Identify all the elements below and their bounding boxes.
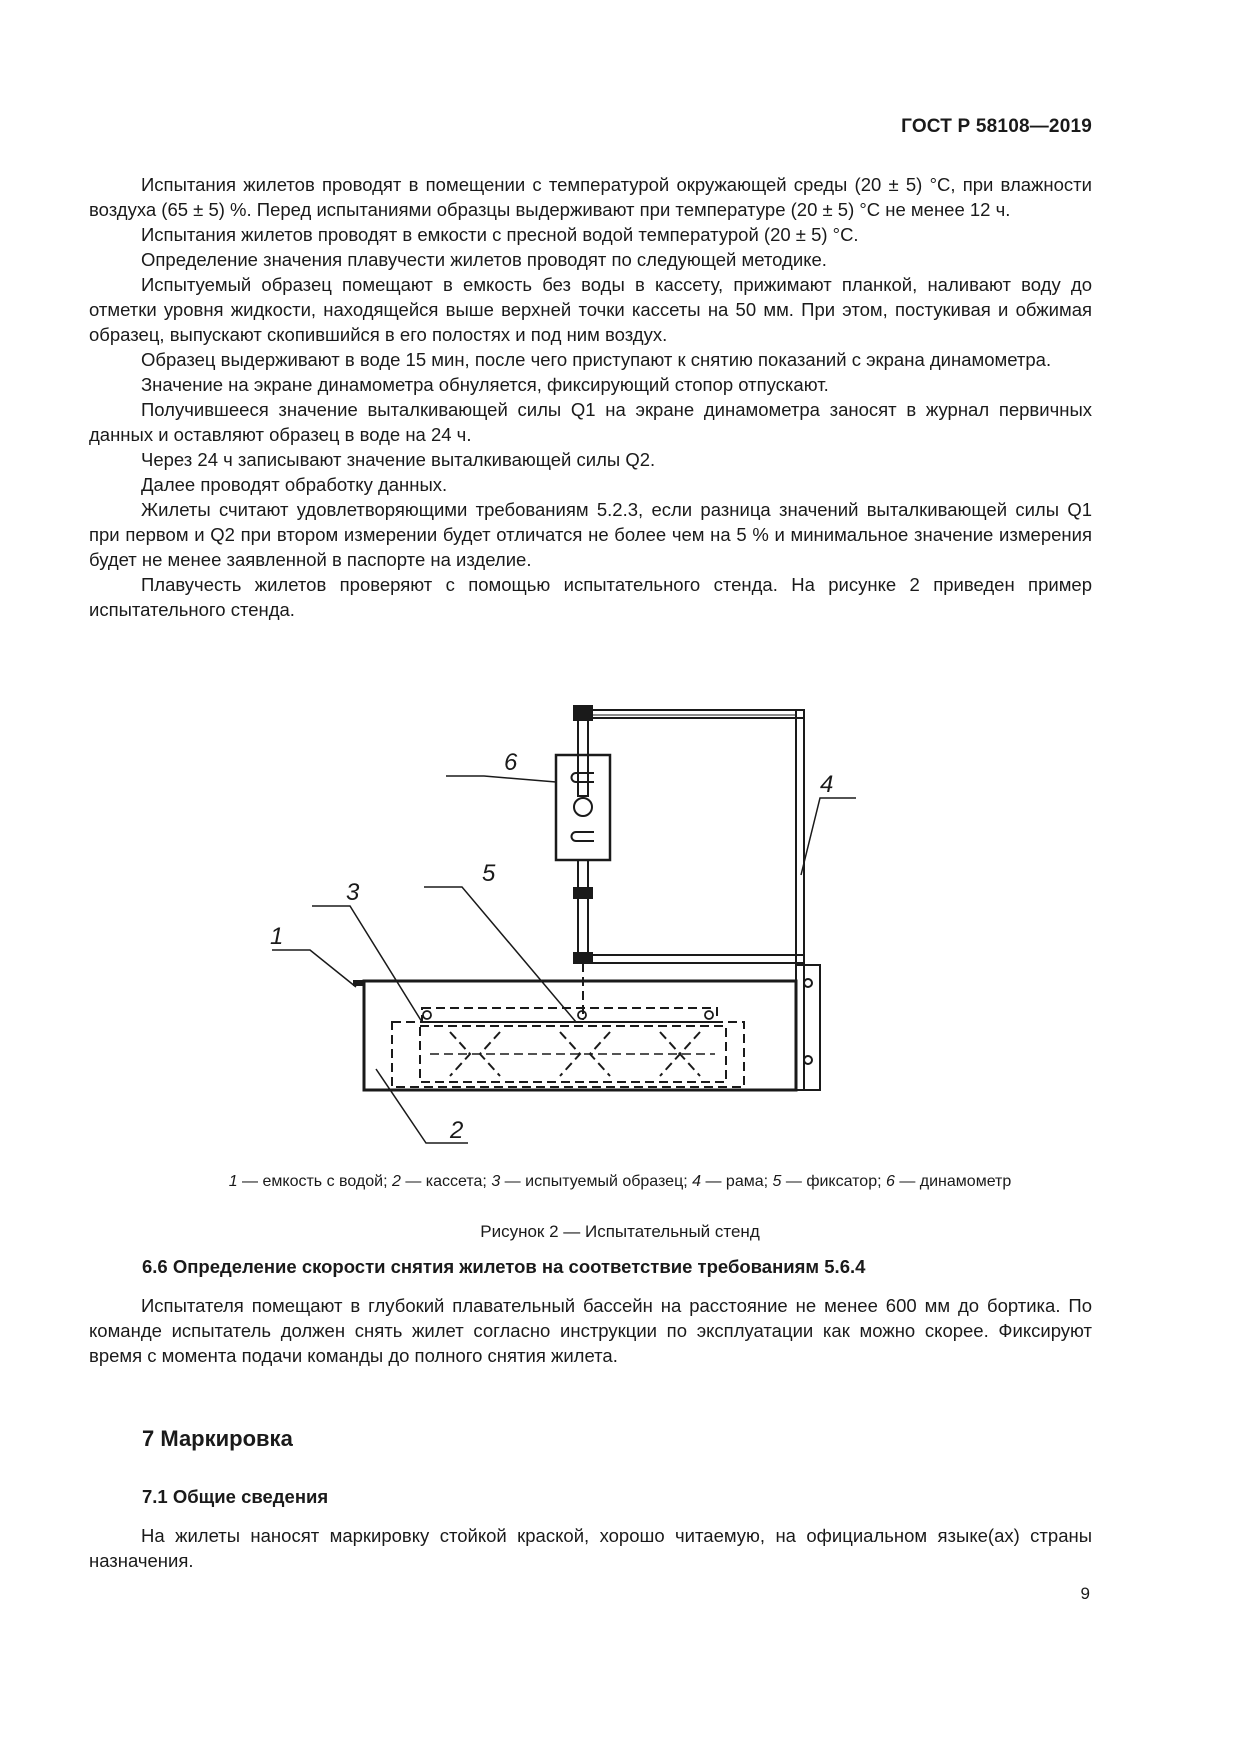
leader-1: [272, 950, 356, 987]
paragraph: Значение на экране динамометра обнуляется, фиксирующий стопор отпускают.: [141, 374, 829, 395]
water-tank: [364, 981, 796, 1090]
paragraph: Далее проводят обработку данных.: [141, 474, 448, 495]
frame-top-beam: [582, 710, 804, 718]
legend-text: — динамометр: [894, 1173, 1012, 1190]
leader-5: [424, 887, 576, 1022]
legend-text: — кассета;: [400, 1173, 492, 1190]
callout-6: 6: [504, 749, 518, 776]
legend-num: 5: [772, 1173, 782, 1190]
frame-mid-beam: [582, 955, 804, 963]
legend-num: 1: [228, 1173, 238, 1190]
paragraph: Определение значения плавучести жилетов проводят по следующей методике.: [141, 249, 827, 270]
figure-caption: Рисунок 2 — Испытательный стенд: [480, 1222, 760, 1241]
section-6-6-body: [89, 1293, 1092, 1368]
callout-3: 3: [346, 879, 360, 906]
frame-base: [796, 965, 820, 1090]
legend-num: 6: [885, 1173, 895, 1190]
section-7-1-heading: 7.1 Общие сведения: [142, 1486, 329, 1507]
leader-6: [446, 776, 556, 782]
rod-lower: [578, 860, 588, 955]
section-7-1-body: [89, 1523, 1092, 1573]
legend-text: — рама;: [701, 1173, 773, 1190]
leader-4: [801, 798, 856, 875]
legend-num: 2: [391, 1173, 401, 1190]
callout-2: 2: [450, 1117, 464, 1144]
paragraph: Испытания жилетов проводят в помещении с температурой окружающей среды (20 ± 5) °С, при влажности воздуха (65 ± 5) %. Перед испытаниями образцы выдерживают при температуре (20 ± 5) °С не менее 12 ч.: [89, 174, 1092, 220]
rod-upper: [578, 718, 588, 796]
callout-4: 4: [820, 771, 834, 798]
body-text: [89, 172, 1092, 622]
legend-text: — испытуемый образец;: [500, 1173, 693, 1190]
paragraph: На жилеты наносят маркировку стойкой краской, хорошо читаемую, на официальном языке(ах) страны назначения.: [89, 1525, 1092, 1571]
section-7-heading: 7 Маркировка: [142, 1426, 293, 1451]
section-6-6-heading: 6.6 Определение скорости снятия жилетов на соответствие требованиям 5.6.4: [142, 1256, 866, 1277]
paragraph: Испытателя помещают в глубокий плавательный бассейн на расстояние не менее 600 мм до бортика. По команде испытатель должен снять жилет согласно инструкции по эксплуатации как можно скорее. Фиксируют время с момента подачи команды до полного снятия жилета.: [89, 1295, 1092, 1366]
dynamometer-body: [556, 755, 610, 860]
document-standard-header: ГОСТ Р 58108—2019: [901, 116, 1092, 137]
paragraph: Испытуемый образец помещают в емкость без воды в кассету, прижимают планкой, наливают воду до отметки уровня жидкости, находящейся выше верхней точки кассеты на 50 мм. При этом, постукивая и обжимая образец, выпускают скопившийся в его полостях и под ним воздух.: [89, 274, 1092, 345]
legend-num: 4: [692, 1173, 702, 1190]
paragraph: Получившееся значение выталкивающей силы Q1 на экране динамометра заносят в журнал первичных данных и оставляют образец в воде на 24 ч.: [89, 399, 1092, 445]
legend-text: — фиксатор;: [781, 1173, 886, 1190]
test-stand-drawing: [270, 700, 850, 1150]
callout-5: 5: [482, 860, 496, 887]
paragraph: Через 24 ч записывают значение выталкивающей силы Q2.: [141, 449, 656, 470]
paragraph: Жилеты считают удовлетворяющими требованиям 5.2.3, если разница значений выталкивающей силы Q1 при первом и Q2 при втором измерении будет отличатся не более чем на 5 % и минимальное значение измерения будет не менее заявленной в паспорте на изделие.: [89, 499, 1092, 570]
paragraph: Плавучесть жилетов проверяют с помощью испытательного стенда. На рисунке 2 приведен пример испытательного стенда.: [89, 574, 1092, 620]
paragraph: Образец выдерживают в воде 15 мин, после чего приступают к снятию показаний с экрана динамометра.: [141, 349, 1052, 370]
legend-num: 3: [491, 1173, 501, 1190]
callout-1: 1: [270, 923, 284, 950]
figure-legend: [0, 1173, 1240, 1191]
paragraph: Испытания жилетов проводят в емкости с пресной водой температурой (20 ± 5) °С.: [141, 224, 859, 245]
test-stand-figure: [270, 700, 850, 1150]
page-number: 9: [1080, 1584, 1090, 1603]
legend-text: — емкость с водой;: [237, 1173, 392, 1190]
